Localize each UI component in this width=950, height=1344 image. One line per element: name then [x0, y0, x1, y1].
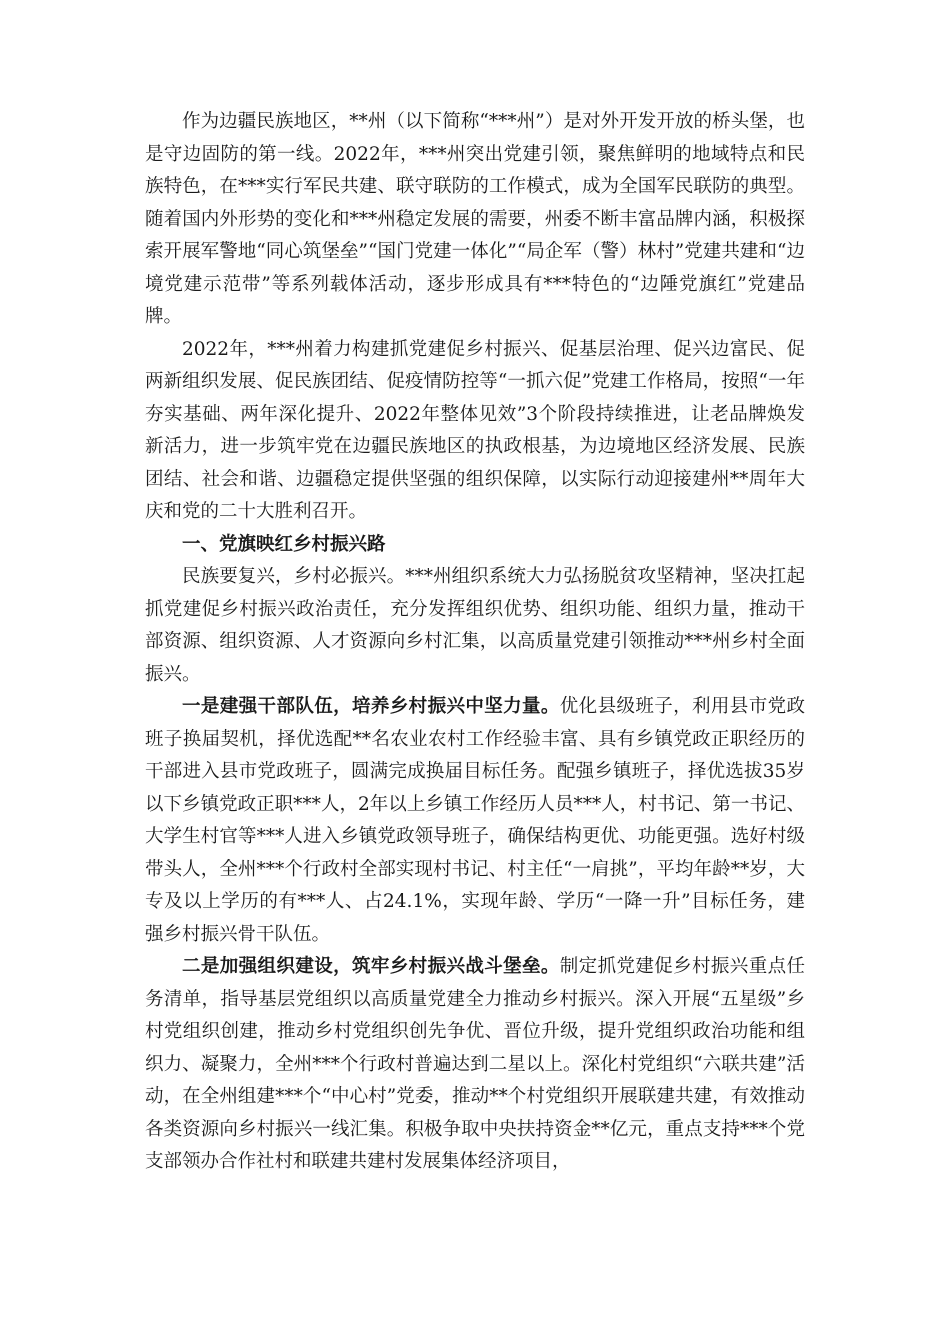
point-2-body: 制定抓党建促乡村振兴重点任务清单，指导基层党组织以高质量党建全力推动乡村振兴。深入开展“五星级”乡村党组织创建，推动乡村党组织创先争优、晋位升级，提升党组织政治功能和组织力、凝聚力，全州***个行政村普遍达到二星以上。深化村党组织“六联共建”活动，在全州组建***个“中心村”党委，推动**个村党组织开展联建共建，有效推动各类资源向乡村振兴一线汇集。积极争取中央扶持资金**亿元，重点支持***个党支部领办合作社村和联建共建村发展集体经济项目，: [145, 956, 805, 1172]
intro-paragraph-1: 作为边疆民族地区，**州（以下简称“***州”）是对外开发开放的桥头堡，也是守边固防的第一线。2022年，***州突出党建引领，聚焦鲜明的地域特点和民族特色，在***实行军民共建、联守联防的工作模式，成为全国军民联防的典型。随着国内外形势的变化和***州稳定发展的需要，州委不断丰富品牌内涵，积极探索开展军警地“同心筑堡垒”“国门党建一体化”“局企军（警）林村”党建共建和“边境党建示范带”等系列载体活动，逐步形成具有***特色的“边陲党旗红”党建品牌。: [145, 111, 805, 327]
intro-paragraph-2: 2022年，***州着力构建抓党建促乡村振兴、促基层治理、促兴边富民、促两新组织发展、促民族团结、促疫情防控等“一抓六促”党建工作格局，按照“一年夯实基础、两年深化提升、2022年整体见效”3个阶段持续推进，让老品牌焕发新活力，进一步筑牢党在边疆民族地区的执政根基，为边境地区经济发展、民族团结、社会和谐、边疆稳定提供坚强的组织保障，以实际行动迎接建州**周年大庆和党的二十大胜利召开。: [145, 338, 805, 522]
point-2-paragraph: [145, 951, 805, 1179]
point-2-lead: 二是加强组织建设，筑牢乡村振兴战斗堡垒。: [182, 956, 560, 977]
section-1-heading: 一、党旗映红乡村振兴路: [182, 533, 386, 555]
point-1-lead: 一是建强干部队伍，培养乡村振兴中坚力量。: [182, 696, 560, 717]
section-1-intro: 民族要复兴，乡村必振兴。***州组织系统大力弘扬脱贫攻坚精神，坚决扛起抓党建促乡村振兴政治责任，充分发挥组织优势、组织功能、组织力量，推动干部资源、组织资源、人才资源向乡村汇集，以高质量党建引领推动***州乡村全面振兴。: [145, 566, 805, 685]
point-1-body: 优化县级班子，利用县市党政班子换届契机，择优选配**名农业农村工作经验丰富、具有乡镇党政正职经历的干部进入县市党政班子，圆满完成换届目标任务。配强乡镇班子，择优选拔35岁以下乡镇党政正职***人，2年以上乡镇工作经历人员***人，村书记、第一书记、大学生村官等***人进入乡镇党政领导班子，确保结构更优、功能更强。选好村级带头人，全州***个行政村全部实现村书记、村主任“一肩挑”，平均年龄**岁，大专及以上学历的有***人、占24.1%，实现年龄、学历“一降一升”目标任务，建强乡村振兴骨干队伍。: [145, 696, 805, 945]
document-page: [145, 106, 805, 1179]
point-1-paragraph: [145, 691, 805, 951]
